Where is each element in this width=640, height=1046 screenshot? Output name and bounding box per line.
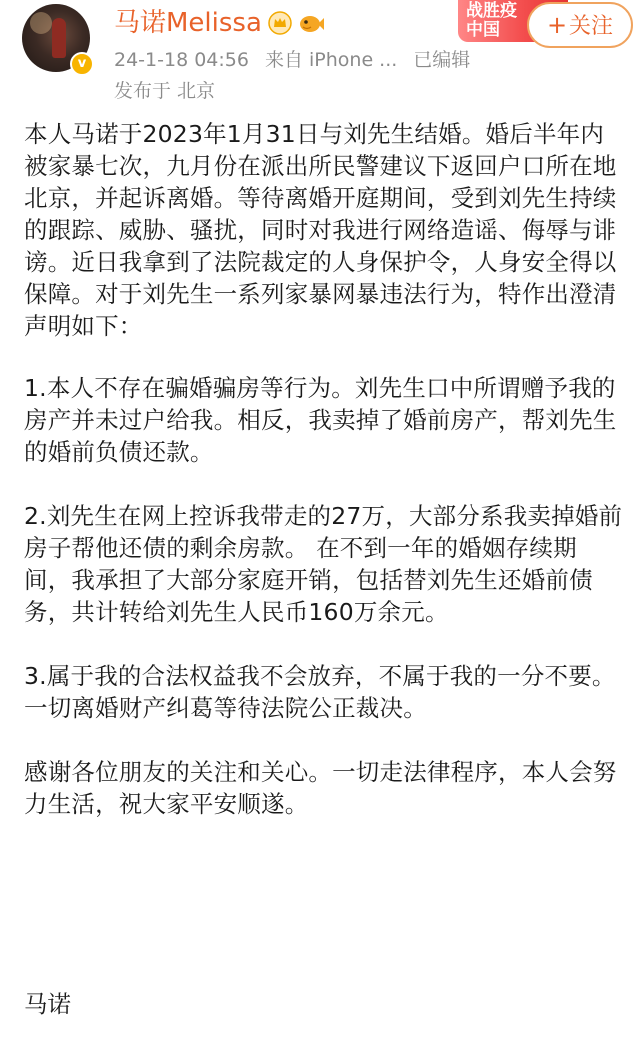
follow-label: 关注	[569, 14, 614, 39]
post-paragraph: 2.刘先生在网上控诉我带走的27万，大部分系我卖掉婚前房子帮他还债的剩余房款。 在不到一年的婚姻存续期间，我承担了大部分家庭开销，包括替刘先生还婚前债务，共计转给刘先生人民币160万余元。	[24, 502, 623, 626]
post-timestamp: 24-1-18 04:56	[114, 49, 249, 71]
banner-text: 战胜疫 中国	[466, 1, 517, 40]
post-paragraph: 1.本人不存在骗婚骗房等行为。刘先生口中所谓赠予我的房产并未过户给我。相反，我卖掉了婚前房产，帮刘先生的婚前负债还款。	[24, 374, 617, 466]
crown-icon	[268, 11, 292, 35]
post-paragraph: 本人马诺于2023年1月31日与刘先生结婚。婚后半年内被家暴七次，九月份在派出所民警建议下返回户口所在地北京，并起诉离婚。等待离婚开庭期间，受到刘先生持续的跟踪、威胁、骚扰，同时对我进行网络造谣、侮辱与诽谤。近日我拿到了法院裁定的人身保护令，人身安全得以保障。对于刘先生一系列家暴网暴违法行为，特作出澄清声明如下：	[24, 120, 617, 340]
avatar-light	[30, 12, 52, 34]
post-signature: 马诺	[24, 990, 71, 1018]
post-location: 发布于 北京	[114, 80, 216, 102]
plus-icon: +	[546, 11, 568, 39]
post-header	[0, 0, 640, 112]
post-meta	[114, 47, 486, 73]
post-body	[24, 118, 624, 852]
fish-icon	[298, 11, 324, 35]
post-paragraph: 感谢各位朋友的关注和关心。一切走法律程序，本人会努力生活，祝大家平安顺遂。	[24, 758, 617, 818]
post-paragraph: 3.属于我的合法权益我不会放弃，不属于我的一分不要。一切离婚财产纠葛等待法院公正裁决。	[24, 662, 616, 722]
verified-badge-icon: v	[70, 52, 94, 76]
follow-button[interactable]	[527, 2, 633, 48]
post-source: 来自 iPhone ...	[264, 49, 398, 71]
avatar-figure	[52, 18, 66, 58]
post-edited[interactable]: 已编辑	[413, 49, 471, 71]
username[interactable]: 马诺Melissa	[114, 8, 262, 38]
